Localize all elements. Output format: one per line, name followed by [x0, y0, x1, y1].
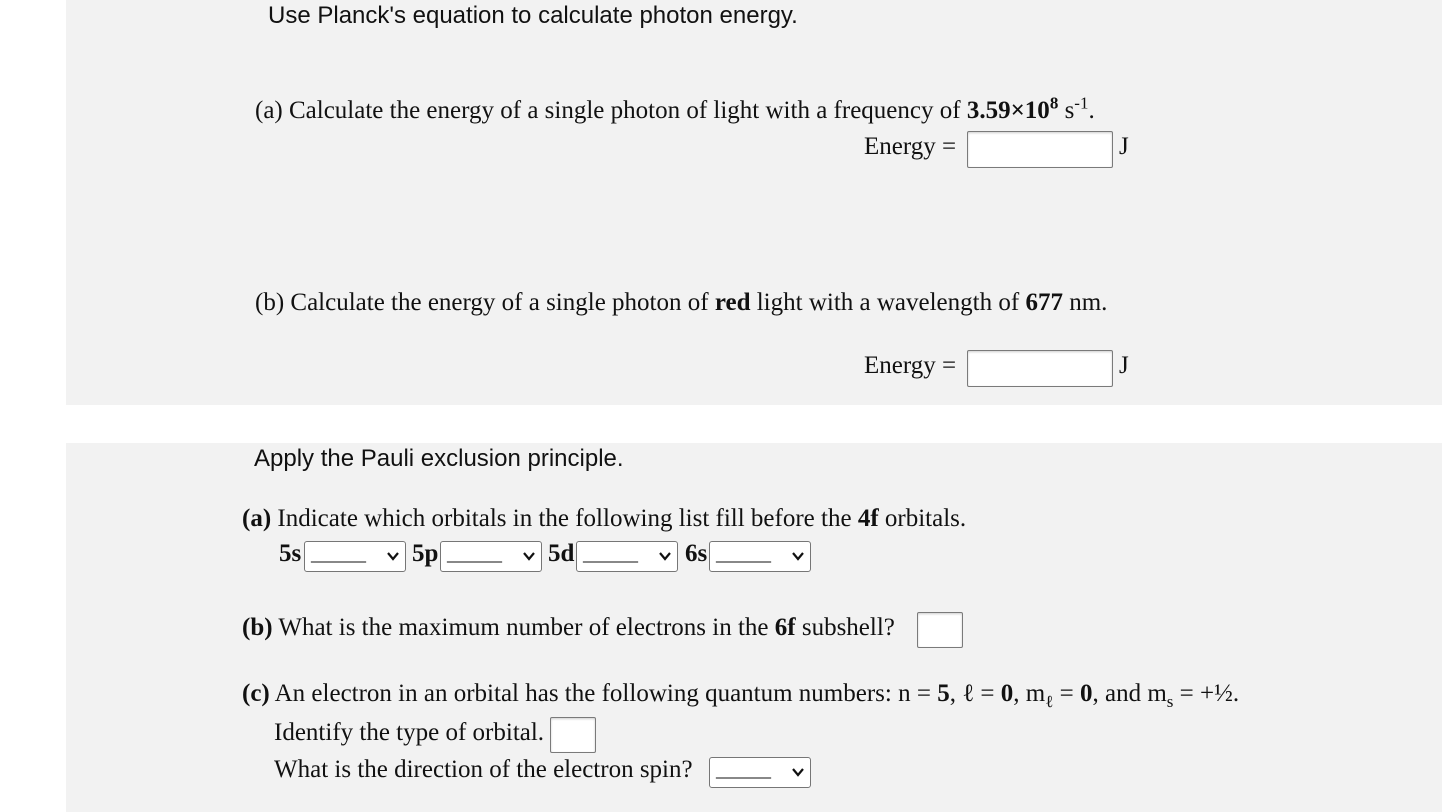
orbital-label-5d: 5d — [548, 540, 575, 567]
pauli-question-c: (c) An electron in an orbital has the following quantum numbers: n = 5, ℓ = 0, $m_\ell = 0$, and $m_s$ = +½. — [242, 680, 1240, 711]
orbital-type-input[interactable] — [550, 717, 596, 753]
chevron-down-icon — [791, 765, 805, 779]
energy-unit-a: J — [1119, 133, 1129, 160]
energy-input-b[interactable] — [967, 350, 1113, 387]
orbital-select-6s[interactable]: ______ — [709, 541, 811, 572]
orbital-label-6s: 6s — [685, 540, 708, 567]
spin-direction-label: What is the direction of the electron spin? — [274, 756, 693, 783]
spin-direction-select[interactable]: ______ — [709, 757, 811, 788]
planck-question-b: (b) Calculate the energy of a single photon of red light with a wavelength of 677 nm. — [255, 289, 1108, 316]
planck-panel — [66, 0, 1442, 405]
energy-label-a: Energy = — [864, 133, 957, 160]
planck-title: Use Planck's equation to calculate photon energy. — [268, 2, 798, 29]
energy-label-b: Energy = — [864, 352, 957, 379]
max-electrons-input[interactable] — [917, 612, 963, 648]
orbital-label-5p: 5p — [412, 540, 439, 567]
orbital-select-5d[interactable]: ______ — [576, 541, 678, 572]
chevron-down-icon — [522, 549, 536, 563]
chevron-down-icon — [791, 549, 805, 563]
chevron-down-icon — [658, 549, 672, 563]
pauli-question-a: (a) Indicate which orbitals in the following list fill before the 4f orbitals. — [242, 505, 967, 532]
orbital-select-5p[interactable]: ______ — [440, 541, 542, 572]
identify-orbital-label: Identify the type of orbital. — [274, 719, 545, 746]
pauli-question-b: (b) What is the maximum number of electrons in the 6f subshell? — [242, 614, 895, 641]
orbital-select-5s[interactable]: ______ — [304, 541, 406, 572]
planck-question-a: (a) Calculate the energy of a single photon of light with a frequency of $3.59\times 10^8$ $s^{-1}$. — [255, 93, 1095, 124]
chevron-down-icon — [386, 549, 400, 563]
orbital-label-5s: 5s — [279, 540, 302, 567]
energy-input-a[interactable] — [967, 131, 1113, 168]
energy-unit-b: J — [1119, 352, 1129, 379]
pauli-title: Apply the Pauli exclusion principle. — [254, 445, 624, 472]
